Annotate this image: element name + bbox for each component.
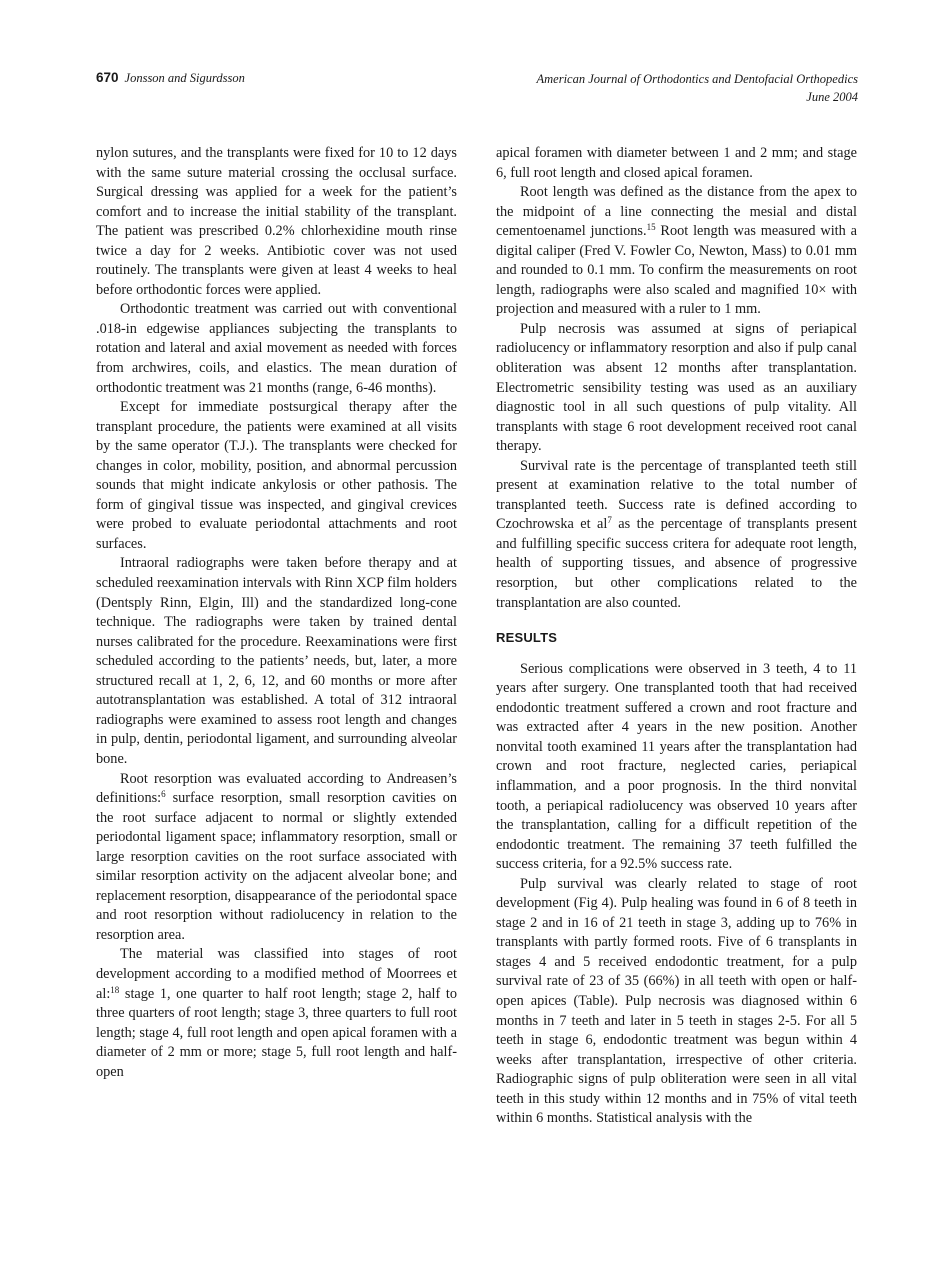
- running-header: [96, 70, 858, 110]
- paragraph: Pulp necrosis was assumed at signs of periapical radiolucency or inflammatory resorption and also if pulp canal obliteration was absent 12 months after transplantation. Electrometric sensibility testing was used as an auxiliary diagnostic tool in all such questions of pulp vitality. All transplants with stage 6 root development received root canal therapy.: [496, 320, 857, 455]
- page-number: 670: [96, 70, 119, 85]
- text-run: as the percentage of transplants present and fulfilling specific success critera for adequate root length, health of supporting tissues, and absence of progressive resorption, but other complications related to the transplantation are also counted.: [496, 516, 857, 611]
- paragraph: Except for immediate postsurgical therapy after the transplant procedure, the patients were examined at all visits by the same operator (T.J.). The transplants were checked for changes in color, mobility, position, and abnormal percussion sounds that might indicate ankylosis or other pathosis. The form of gingival tissue was inspected, and gingival crevices were probed to evaluate periodontal attachments and root surfaces.: [96, 399, 457, 552]
- paragraph: Serious complications were observed in 3 teeth, 4 to 11 years after surgery. One transplanted tooth that had received endodontic treatment suffered a crown and root fracture and was extracted after 4 years in the new position. Another nonvital tooth examined 11 years after the transplantation had crown and root fracture, neglected caries, periapical inflammation, and a poor prognosis. In the third nonvital tooth, a periapical radiolucency was observed 10 years after the transplantation, calling for a difficult repetition of the endodontic treatment. The remaining 37 teeth fulfilled the success criteria, for a 92.5% success rate.: [496, 660, 857, 873]
- header-left: [96, 70, 245, 86]
- text-run: Root length was measured with a digital caliper (Fred V. Fowler Co, Newton, Mass) to 0.01 mm and rounded to 0.1 mm. To confirm the measurements on root length, radiographs were also scaled and magnified 10× with projection and measured with a ruler to 1 mm.: [496, 223, 857, 318]
- left-column: [96, 144, 457, 1082]
- paragraph: Orthodontic treatment was carried out with conventional .018-in edgewise appliances subjecting the transplants to rotation and lateral and axial movement as needed with forces from archwires, coils, and elastics. The mean duration of orthodontic treatment was 21 months (range, 6-46 months).: [96, 301, 457, 396]
- paragraph: Pulp survival was clearly related to stage of root development (Fig 4). Pulp healing was found in 6 of 8 teeth in stage 2 and in 16 of 21 teeth in stage 3, adding up to 76% in transplants with partly formed roots. Five of 6 transplants in stages 4 and 5 received endodontic treatment, for a pulp survival rate of 23 of 35 (66%) in all teeth with open or half-open apices (Table). Pulp necrosis was diagnosed within 6 months in 7 teeth and later in 5 teeth in stages 2-5. For all 5 teeth in stage 6, endodontic treatment was begun within 4 weeks after transplantation, irrespective of other criteria. Radiographic signs of pulp obliteration were seen in all vital teeth in this study within 12 months and in 75% of vital teeth within 6 months. Statistical analysis with the: [496, 875, 857, 1127]
- paragraph: [496, 183, 857, 320]
- text-run: The material was classified into stages of root development according to a modified method of Moorrees et al:: [96, 946, 457, 1002]
- text-run: Root length was defined as the distance from the apex to the midpoint of a line connecting the mesial and distal cementoenamel junctions.: [496, 184, 857, 240]
- header-right: [537, 70, 859, 106]
- paragraph: [496, 457, 857, 613]
- journal-title: American Journal of Orthodontics and Dentofacial Orthopedics: [536, 72, 858, 86]
- right-column: [496, 144, 857, 1129]
- reference-superscript: 7: [607, 515, 612, 526]
- reference-superscript: 18: [110, 984, 120, 995]
- paragraph: [96, 945, 457, 1082]
- paragraph: apical foramen with diameter between 1 and 2 mm; and stage 6, full root length and closed apical foramen.: [496, 145, 857, 181]
- text-run: Root resorption was evaluated according to Andreasen’s definitions:: [96, 770, 457, 807]
- paragraph: [96, 770, 457, 946]
- paragraph: nylon sutures, and the transplants were fixed for 10 to 12 days with the same suture material crossing the occlusal surface. Surgical dressing was applied for a week for the patient’s comfort and to increase the initial stability of the transplant. The patient was prescribed 0.2% chlorhexidine mouth rinse twice a day for 2 weeks. Antibiotic cover was not used routinely. The transplants were given at least 4 weeks to heal before orthodontic forces were applied.: [96, 145, 457, 298]
- text-run: Survival rate is the percentage of transplanted teeth still present at examination relative to the total number of transplanted teeth. Success rate is defined according to Czochrowska et al: [496, 457, 857, 533]
- reference-superscript: 6: [161, 789, 166, 800]
- issue-date: June 2004: [806, 90, 858, 104]
- section-heading-results: RESULTS: [496, 630, 558, 646]
- running-authors: Jonsson and Sigurdsson: [124, 71, 245, 85]
- reference-superscript: 15: [646, 222, 656, 233]
- text-run: surface resorption, small resorption cavities on the root surface adjacent to normal or slightly extended periodontal ligament space; inflammatory resorption, small or large resorption cavities on the root surface associated with similar resorption activity on the adjacent alveolar bone; and replacement resorption, disappearance of the periodontal space and root resorption without radiolucency in relation to the resorption area.: [96, 790, 457, 943]
- paragraph: Intraoral radiographs were taken before therapy and at scheduled reexamination intervals with Rinn XCP film holders (Dentsply Rinn, Elgin, Ill) and the standardized long-cone technique. The radiographs were taken by trained dental nurses calibrated for the procedure. Reexaminations were first scheduled according to the patients’ needs, but, later, a more structured recall at 1, 2, 6, 12, and 60 months or more after autotransplantation was established. A total of 312 intraoral radiographs were examined to assess root length and changes in pulp, dentin, periodontal ligament, and surrounding alveolar bone.: [96, 555, 457, 767]
- text-run: stage 1, one quarter to half root length; stage 2, half to three quarters of root length; stage 3, three quarters to full root length; stage 4, full root length and open apical foramen with a diameter of 2 mm or more; stage 5, full root length and half-open: [96, 985, 457, 1080]
